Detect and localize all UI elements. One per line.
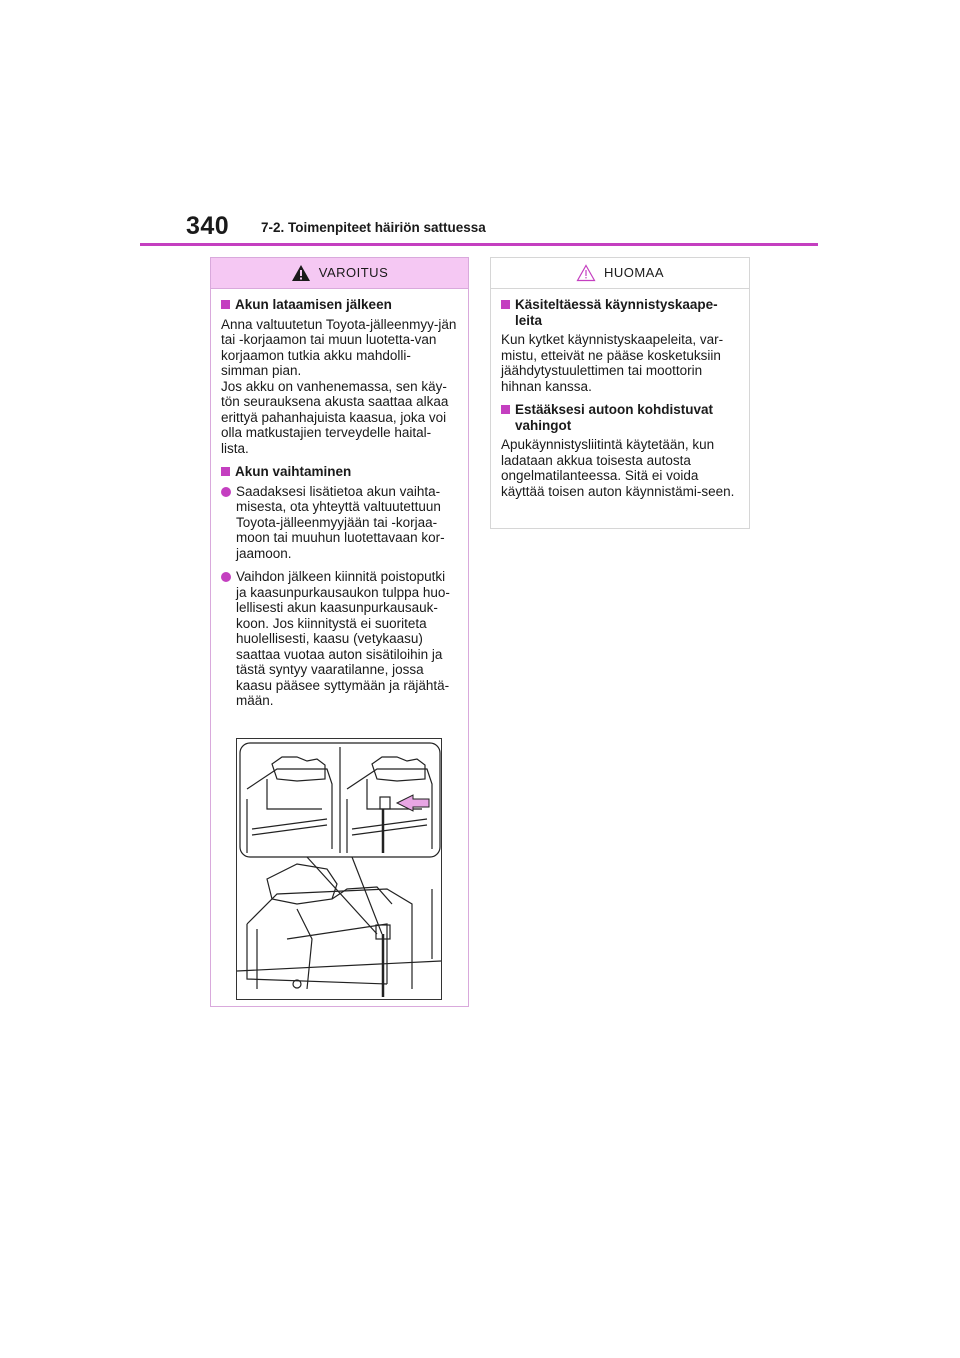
warning-triangle-icon: [291, 264, 311, 282]
warning-para-1: Anna valtuutetun Toyota-jälleenmyy-jän tai -korjaamon tai muun luotetta-van korjaamon tutkia akku mahdolli-simman pian.: [221, 316, 457, 378]
battery-illustration: [236, 738, 442, 1000]
warning-bullet-2: Vaihdon jälkeen kiinnitä poistoputki ja kaasunpurkausaukon tulppa huo-lellisesti akun kaasunpurkausauk-koon. Jos kiinnitystä ei suoriteta huolellisesti, kaasu (vetykaasu) saattaa vuotaa auton sisätiloihin ja tästä syntyy vaaratilanne, jossa kaasu pääsee syttymään ja räjähtä-mään.: [221, 569, 458, 709]
warning-header: [211, 258, 468, 289]
square-bullet-icon: [221, 300, 230, 309]
circle-bullet-icon: [221, 572, 231, 582]
note-box: [490, 257, 750, 529]
note-heading-cables: Käsiteltäessä käynnistyskaape-leita: [501, 297, 739, 328]
warning-bullet-1: Saadaksesi lisätietoa akun vaihta-misesta, ota yhteyttä valtuutettuun Toyota-jälleenmyyjään tai -korjaa-moon tai muuhun luotettavaan kor-jaamoon.: [221, 484, 458, 562]
caution-triangle-outline-icon: [576, 264, 596, 282]
square-bullet-icon: [501, 405, 510, 414]
warning-title: VAROITUS: [318, 265, 389, 281]
square-bullet-icon: [501, 300, 510, 309]
warning-heading-replacement: Akun vaihtaminen: [221, 464, 458, 480]
note-header: [491, 258, 749, 289]
note-heading-damage: Estääksesi autoon kohdistuvat vahingot: [501, 402, 739, 433]
note-title: HUOMAA: [603, 265, 665, 281]
circle-bullet-icon: [221, 487, 231, 497]
warning-para-2: Jos akku on vanhenemassa, sen käy-tön seurauksena akusta saattaa alkaa erittyä pahanhajuista kaasua, joka voi olla matkustajien terveydelle haital-lista.: [221, 378, 449, 456]
section-title: 7-2. Toimenpiteet häiriön sattuessa: [261, 220, 486, 235]
battery-drawing: [237, 739, 441, 999]
warning-heading-charging: Akun lataamisen jälkeen: [221, 297, 458, 313]
square-bullet-icon: [221, 467, 230, 476]
note-para-1: Kun kytket käynnistyskaapeleita, var-mistu, etteivät ne pääse kosketuksiin jäähdytystuulettimen tai moottorin hihnan kanssa.: [501, 332, 724, 394]
header-rule: [140, 243, 818, 246]
page-number: 340: [186, 212, 230, 240]
note-para-2: Apukäynnistysliitintä käytetään, kun ladataan akkua toisesta autosta ongelmatilanteessa. Sitä ei voida käyttää toisen auton käynnistämi-seen.: [501, 437, 735, 499]
